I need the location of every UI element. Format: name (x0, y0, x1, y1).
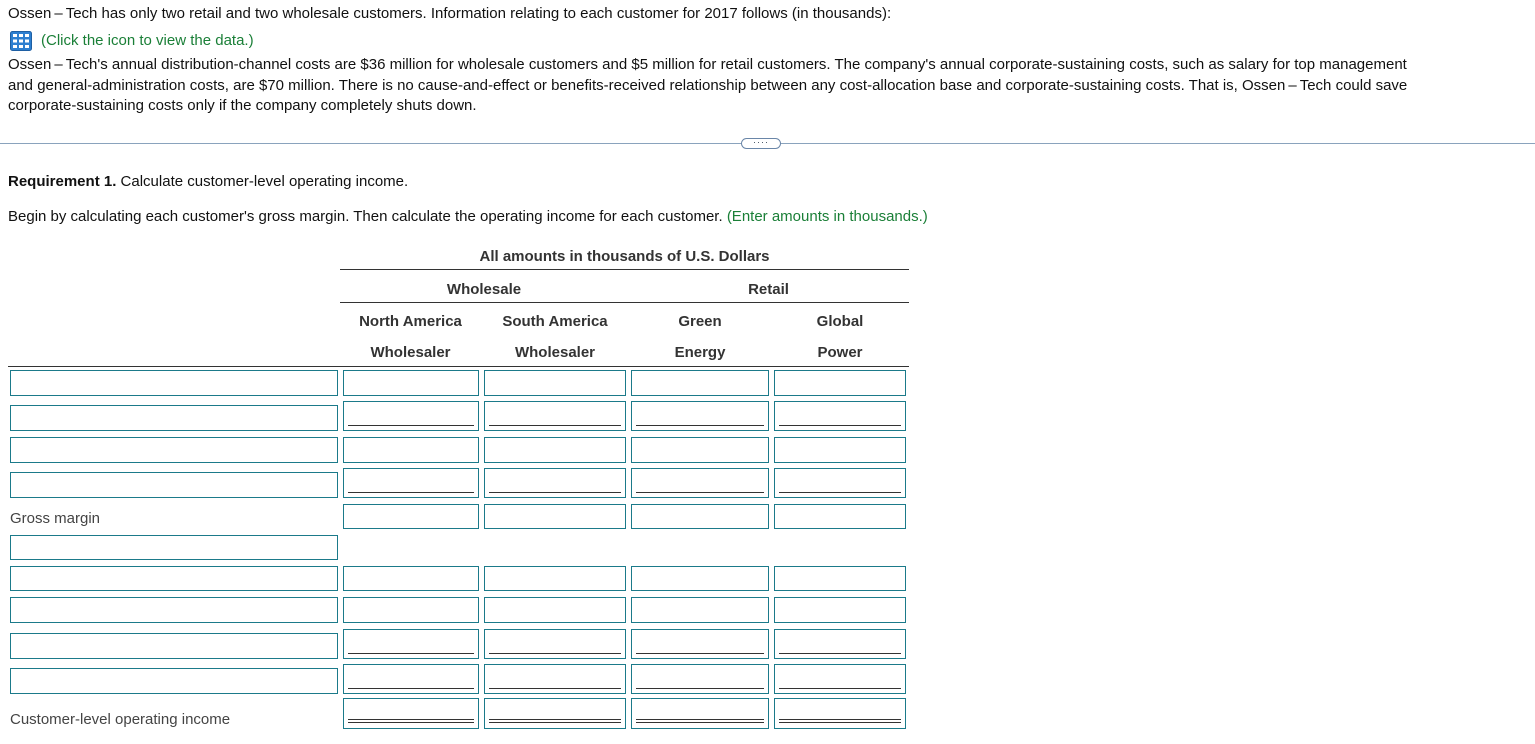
subtotal-underline (636, 425, 764, 426)
row-8-north-america-wholesaler-input[interactable] (343, 597, 479, 623)
group-header-wholesale: Wholesale (446, 281, 522, 298)
row-8-green-energy-input[interactable] (631, 597, 769, 623)
intro-line: Ossen – Tech has only two retail and two wholesale customers. Information relating to each customer for 2017 follows (in thousands): (8, 5, 892, 22)
total-double-underline (636, 719, 764, 720)
row-1-account-input[interactable] (10, 370, 338, 396)
gross-margin-green-energy-input[interactable] (631, 504, 769, 529)
expand-button[interactable]: ···· (741, 138, 781, 149)
column-header-south-america: South America (502, 313, 608, 330)
subtotal-underline (489, 653, 621, 654)
instruction-text: Begin by calculating each customer's gross margin. Then calculate the operating income for each customer. (8, 208, 727, 225)
row-8-global-power-input[interactable] (774, 597, 906, 623)
row-4-green-energy-input[interactable] (631, 468, 769, 498)
subtotal-underline (489, 425, 621, 426)
row-4-account-input[interactable] (10, 472, 338, 498)
gross-margin-north-america-wholesaler-input[interactable] (343, 504, 479, 529)
requirement-label: Requirement 1. (8, 173, 117, 190)
subtotal-underline (779, 492, 901, 493)
row-10-global-power-input[interactable] (774, 664, 906, 694)
row-3-north-america-wholesaler-input[interactable] (343, 437, 479, 463)
gross-margin-label: Gross margin (10, 510, 101, 527)
operating-income-north-america-wholesaler-input[interactable] (343, 698, 479, 729)
row-7-account-input[interactable] (10, 566, 338, 591)
row-3-south-america-wholesaler-input[interactable] (484, 437, 626, 463)
row-7-green-energy-input[interactable] (631, 566, 769, 591)
total-double-underline (489, 722, 621, 723)
problem-intro (8, 4, 1530, 117)
column-header-south-america-sub: Wholesaler (514, 344, 596, 361)
row-4-global-power-input[interactable] (774, 468, 906, 498)
group-header-retail: Retail (748, 281, 789, 298)
total-double-underline (779, 722, 901, 723)
subtotal-underline (348, 653, 474, 654)
row-8-south-america-wholesaler-input[interactable] (484, 597, 626, 623)
subtotal-underline (489, 492, 621, 493)
row-7-global-power-input[interactable] (774, 566, 906, 591)
requirement-heading (8, 173, 408, 190)
data-table-icon[interactable] (10, 31, 32, 51)
cost-paragraph-line-2: and general-administration costs, are $70 million. There is no cause-and-effect or benefits-received relationship between any cost-allocation base and corporate-sustaining costs. That is, Ossen – Tech could save (8, 76, 1408, 94)
operating-income-label: Customer-level operating income (10, 711, 231, 728)
subtotal-underline (348, 688, 474, 689)
row-4-south-america-wholesaler-input[interactable] (484, 468, 626, 498)
row-4-north-america-wholesaler-input[interactable] (343, 468, 479, 498)
requirement-text: Calculate customer-level operating income. (116, 173, 409, 190)
cost-paragraph-line-1: Ossen – Tech's annual distribution-channel costs are $36 million for wholesale customers and $5 million for retail customers. The company's annual corporate-sustaining costs, such as salary for top management (8, 56, 1407, 73)
row-2-south-america-wholesaler-input[interactable] (484, 401, 626, 431)
row-9-green-energy-input[interactable] (631, 629, 769, 659)
row-9-global-power-input[interactable] (774, 629, 906, 659)
subtotal-underline (636, 492, 764, 493)
column-header-north-america-sub: Wholesaler (370, 344, 451, 361)
row-10-south-america-wholesaler-input[interactable] (484, 664, 626, 694)
subtotal-underline (636, 688, 764, 689)
row-6-account-input[interactable] (10, 535, 338, 560)
row-2-account-input[interactable] (10, 405, 338, 431)
subtotal-underline (779, 688, 901, 689)
row-2-global-power-input[interactable] (774, 401, 906, 431)
row-1-north-america-wholesaler-input[interactable] (343, 370, 479, 396)
operating-income-south-america-wholesaler-input[interactable] (484, 698, 626, 729)
instruction (8, 208, 928, 225)
column-header-global: Global (816, 313, 864, 330)
operating-income-green-energy-input[interactable] (631, 698, 769, 729)
subtotal-underline (636, 653, 764, 654)
row-7-north-america-wholesaler-input[interactable] (343, 566, 479, 591)
row-8-account-input[interactable] (10, 597, 338, 623)
subtotal-underline (779, 425, 901, 426)
group-rule (340, 302, 909, 303)
row-3-green-energy-input[interactable] (631, 437, 769, 463)
row-9-account-input[interactable] (10, 633, 338, 659)
caption-rule (340, 269, 909, 270)
subtotal-underline (489, 688, 621, 689)
row-10-account-input[interactable] (10, 668, 338, 694)
row-1-global-power-input[interactable] (774, 370, 906, 396)
operating-income-global-power-input[interactable] (774, 698, 906, 729)
column-header-global-sub: Power (817, 344, 863, 361)
row-10-north-america-wholesaler-input[interactable] (343, 664, 479, 694)
row-9-south-america-wholesaler-input[interactable] (484, 629, 626, 659)
subtotal-underline (348, 492, 474, 493)
column-header-green: Green (678, 313, 722, 330)
row-1-south-america-wholesaler-input[interactable] (484, 370, 626, 396)
row-1-green-energy-input[interactable] (631, 370, 769, 396)
view-data-link[interactable] (8, 31, 1530, 52)
view-data-text[interactable]: (Click the icon to view the data.) (41, 31, 254, 49)
cost-paragraph-line-3: corporate-sustaining costs only if the company completely shuts down. (8, 97, 477, 114)
subtotal-underline (348, 425, 474, 426)
row-2-green-energy-input[interactable] (631, 401, 769, 431)
total-double-underline (348, 719, 474, 720)
row-9-north-america-wholesaler-input[interactable] (343, 629, 479, 659)
header-rule (8, 366, 909, 367)
gross-margin-south-america-wholesaler-input[interactable] (484, 504, 626, 529)
column-header-north-america: North America (359, 313, 462, 330)
gross-margin-global-power-input[interactable] (774, 504, 906, 529)
total-double-underline (779, 719, 901, 720)
column-header-green-sub: Energy (674, 344, 726, 361)
subtotal-underline (779, 653, 901, 654)
instruction-hint: (Enter amounts in thousands.) (726, 208, 928, 225)
total-double-underline (636, 722, 764, 723)
total-double-underline (348, 722, 474, 723)
total-double-underline (489, 719, 621, 720)
table-caption: All amounts in thousands of U.S. Dollars (479, 248, 770, 265)
row-7-south-america-wholesaler-input[interactable] (484, 566, 626, 591)
row-3-global-power-input[interactable] (774, 437, 906, 463)
row-3-account-input[interactable] (10, 437, 338, 463)
row-2-north-america-wholesaler-input[interactable] (343, 401, 479, 431)
row-10-green-energy-input[interactable] (631, 664, 769, 694)
